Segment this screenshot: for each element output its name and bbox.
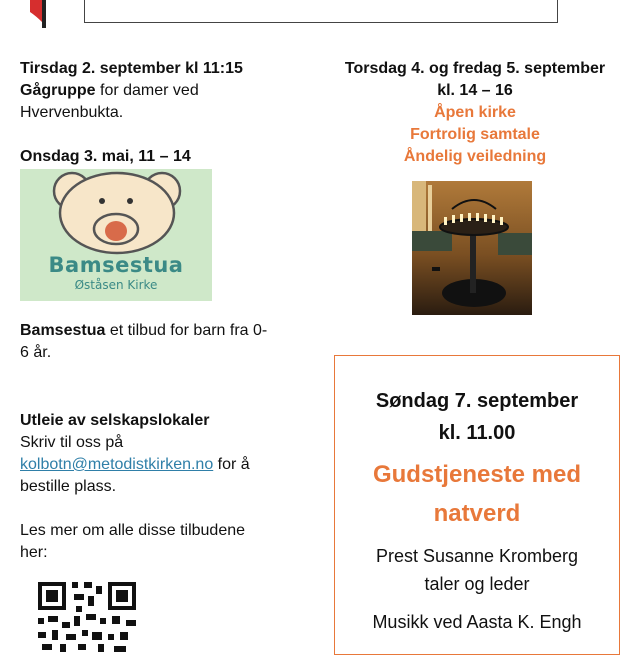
service-title-line2: natverd (433, 500, 521, 527)
service-date-line1: Søndag 7. september (375, 390, 579, 412)
event2-desc-line1 (20, 320, 267, 342)
service-music: Musikk ved Aasta K. Engh (372, 612, 582, 632)
email-link[interactable]: kolbotn@metodistkirken.no (20, 456, 214, 473)
bamsestua-logo-subtitle: Øståsen Kirke (74, 278, 158, 292)
qr-code-icon[interactable] (38, 582, 136, 652)
more-info-line2: her: (20, 544, 48, 561)
event1-bold: Gågruppe (20, 82, 96, 99)
event1-line2: Hvervenbukta. (20, 104, 124, 121)
event2-heading: Onsdag 3. mai, 11 – 14 (20, 148, 191, 165)
rental-line2 (20, 454, 250, 476)
rental-line3: bestille plass. (20, 478, 117, 495)
rental-line2-rest: for å (213, 456, 250, 473)
bamsestua-logo (20, 169, 212, 301)
service-title-line1: Gudstjeneste med (372, 461, 582, 488)
event2-desc-line2: 6 år. (20, 344, 52, 361)
church-candle-photo (412, 181, 532, 315)
rental-heading: Utleie av selskapslokaler (20, 412, 210, 429)
event3-item-1: Åpen kirke (434, 104, 516, 121)
event3-item-2: Fortrolig samtale (410, 126, 540, 143)
service-speaker-line2: taler og leder (424, 574, 530, 594)
event2-desc-bold: Bamsestua (20, 322, 106, 339)
event1-heading: Tirsdag 2. september kl 11:15 (20, 60, 243, 77)
bamsestua-logo-title: Bamsestua (48, 253, 184, 277)
event1-line1 (20, 80, 199, 102)
service-speaker-line1: Prest Susanne Kromberg (375, 546, 579, 566)
event3-heading-line2: kl. 14 – 16 (437, 82, 513, 99)
event3-item-3: Åndelig veiledning (403, 148, 547, 165)
rental-line1: Skriv til oss på (20, 434, 124, 451)
header-box (84, 0, 558, 23)
service-date-line2: kl. 11.00 (438, 422, 516, 444)
more-info-line1: Les mer om alle disse tilbudene (20, 522, 246, 539)
event1-line1-rest: for damer ved (95, 82, 199, 99)
church-logo-icon (26, 0, 50, 28)
event2-desc-rest: et tilbud for barn fra 0- (105, 322, 268, 339)
event3-heading-line1: Torsdag 4. og fredag 5. september (344, 60, 606, 77)
